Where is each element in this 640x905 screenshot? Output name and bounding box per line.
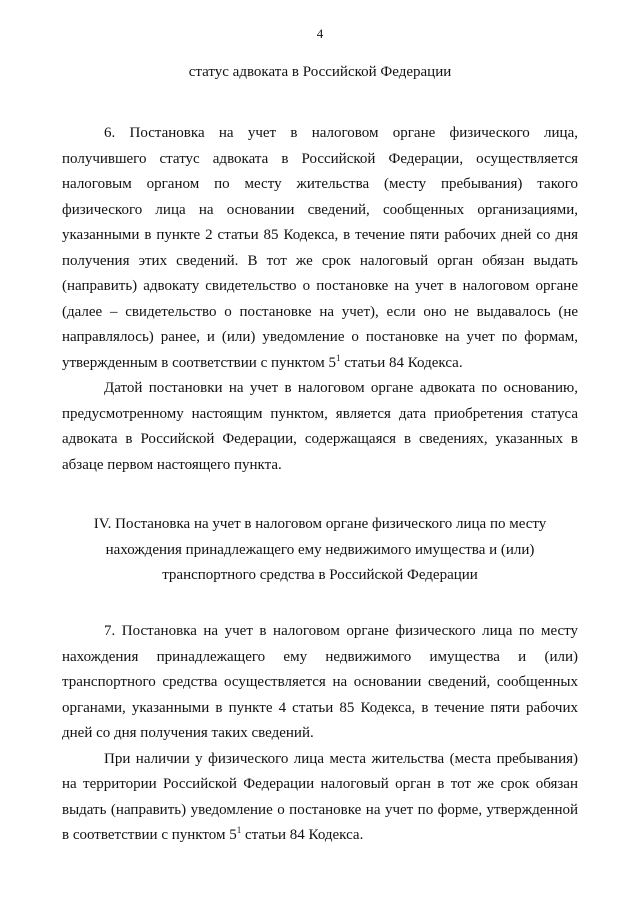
paragraph-6-tail: статьи 84 Кодекса. (340, 354, 463, 371)
section-4-heading-line2: нахождения принадлежащего ему недвижимого имущества и (или) (105, 541, 535, 558)
paragraph-7-second (62, 747, 578, 849)
superscript: 1 (335, 352, 341, 363)
paragraph-6-text: 6. Постановка на учет в налоговом органе физического лица, получившего статус адвоката в Российской Федерации, осуществляется налоговым органом по месту жительства (месту пребывания) такого физического лица на основании сведений, сообщенных организациями, указанными в пункте 2 статьи 85 Кодекса, в течение пяти рабочих дней со дня получения этих сведений. В тот же срок налоговый орган обязан выдать (направить) адвокату свидетельство о постановке на учет в налоговом органе (далее – свидетельство о постановке на учет), если оно не выдавалось (не направлялось) ранее, и (или) уведомление о постановке на учет по формам, утвержденным в соответствии с пунктом 5 (62, 125, 578, 371)
paragraph-7-block (62, 619, 578, 849)
page-number: 4 (316, 26, 324, 41)
superscript: 1 (236, 825, 242, 835)
paragraph-6-second: Датой постановки на учет в налоговом органе адвоката по основанию, предусмотренному настоящим пунктом, является дата приобретения статуса адвоката в Российской Федерации, содержащаяся в сведениях, указанных в абзаце первом настоящего пункта. (62, 380, 578, 473)
paragraph-7-second-tail: статьи 84 Кодекса. (241, 827, 364, 843)
section-4-heading-line1: IV. Постановка на учет в налоговом органе физического лица по месту (93, 516, 547, 532)
section-4-heading (0, 512, 640, 589)
paragraph-6-block (62, 121, 578, 478)
paragraph-7: 7. Постановка на учет в налоговом органе физического лица по месту нахождения принадлежащего ему недвижимого имущества и (или) транспортного средства осуществляется на основании сведений, сообщенных органами, указанными в пункте 4 статьи 85 Кодекса, в течение пяти рабочих дней со дня получения таких сведений. (62, 623, 578, 741)
paragraph-6 (62, 121, 578, 376)
section-4-heading-line3: транспортного средства в Российской Федерации (162, 567, 478, 583)
paragraph-7-second-text: При наличии у физического лица места жительства (места пребывания) на территории Российской Федерации налоговый орган в тот же срок обязан выдать (направить) уведомление о постановке на учет по форме, утвержденной в соответствии с пунктом 5 (62, 750, 578, 843)
top-heading: статус адвоката в Российской Федерации (188, 64, 452, 80)
